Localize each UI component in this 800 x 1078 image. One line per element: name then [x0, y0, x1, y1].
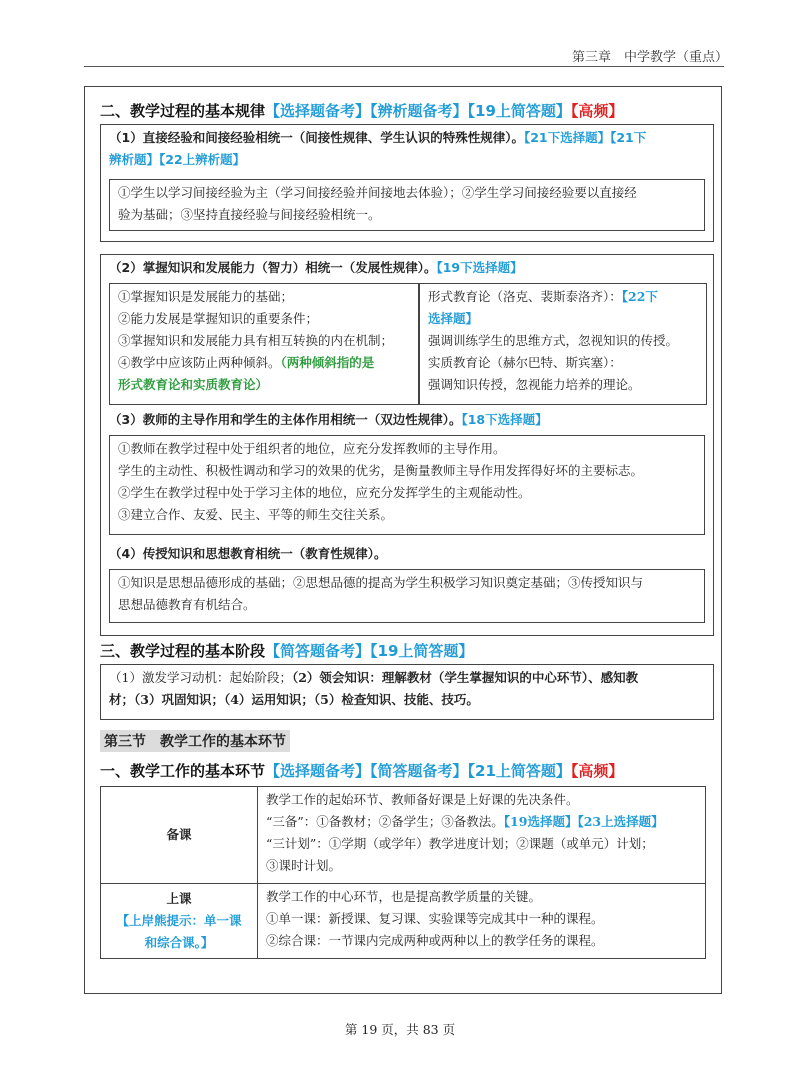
- law-1-title: （1）直接经验和间接经验相统一（间接性规律、学生认识的特殊性规律）。: [109, 130, 524, 145]
- chapter-section-title: 第三节 教学工作的基本环节: [100, 730, 290, 752]
- law-3-title: （3）教师的主导作用和学生的主体作用相统一（双边性规律）。: [109, 412, 462, 427]
- law-2-4-box: （2）掌握知识和发展能力（智力）相统一（发展性规律）。【19下选择题】 ①掌握知识是发展能力的基础； ②能力发展是掌握知识的重要条件； ③掌握知识和发展能力具有相互转换的内在机制； ④教学中应该防止两种倾斜。（两种倾斜指的是 形式教育论和实质教育论） 形式教育论（洛克、裴斯泰洛齐）：【22下 选择题】 强调训练学生的思维方式，忽视知识的传授。 实质教育论（赫尔巴特、斯宾塞）： 强调知识传授，忽视能力培养的理论。 （3）教师的主导作用和学生的主体作用相统一（双边性规律）。【18下选择题】 ①教师在教学过程中处于组织者的地位，应充分发挥教师的主导作用。 学生的主动性、积极性调动和学习的效果的优劣，是衡量教师主导作用发挥得好坏的主要标志。 ②学生在教学过程中处于学习主体的地位，应充分发挥学生的主观能动性。 ③建立合作、友爱、民主、平等的师生交往关系。 （4）传授知识和思想教育相统一（教育性规律）。 ①知识是思想品德形成的基础；②思想品德的提高为学生积极学习知识奠定基础；③传授知识与 思想品德教育有机结合。: [100, 254, 714, 636]
- row-content: 教学工作的起始环节、教师备好课是上好课的先决条件。 “三备”：①备教材；②备学生；③备教法。【19选择题】【23上选择题】 “三计划”：①学期（或学年）教学进度计划；②课题（或单元）计划； ③课时计划。: [258, 787, 706, 884]
- row-label: 备课: [101, 787, 258, 884]
- teaching-steps-table: [100, 786, 706, 959]
- law-2-title: （2）掌握知识和发展能力（智力）相统一（发展性规律）。: [109, 260, 437, 275]
- row-content: 教学工作的中心环节，也是提高教学质量的关键。 ①单一课：新授课、复习课、实验课等完成其中一种的课程。 ②综合课：一节课内完成两种或两种以上的教学任务的课程。: [258, 884, 706, 959]
- page-footer: 第 19 页，共 83 页: [344, 1022, 456, 1037]
- table-row: [101, 884, 706, 959]
- law-4-content: ①知识是思想品德形成的基础；②思想品德的提高为学生积极学习知识奠定基础；③传授知识与 思想品德教育有机结合。: [109, 569, 705, 623]
- law-1-content: ①学生以学习间接经验为主（学习间接经验并间接地去体验）；②学生学习间接经验要以直接经 验为基础；③坚持直接经验与间接经验相统一。: [109, 179, 705, 231]
- law-4-title: （4）传授知识和思想教育相统一（教育性规律）。: [109, 546, 387, 561]
- section-4-heading: 一、教学工作的基本环节【选择题备考】【简答题备考】【21上简答题】【高频】: [100, 762, 624, 780]
- law-1-box: （1）直接经验和间接经验相统一（间接性规律、学生认识的特殊性规律）。【21下选择题】【21下 辨析题】【22上辨析题】 ①学生以学习间接经验为主（学习间接经验并间接地去体验）；②学生学习间接经验要以直接经 验为基础；③坚持直接经验与间接经验相统一。: [100, 124, 714, 242]
- section-3-content: （1）激发学习动机：起始阶段；（2）领会知识：理解教材（学生掌握知识的中心环节）、感知教 材；（3）巩固知识；（4）运用知识；（5）检查知识、技能、技巧。: [100, 664, 714, 720]
- law-2-left: ①掌握知识是发展能力的基础； ②能力发展是掌握知识的重要条件； ③掌握知识和发展能力具有相互转换的内在机制； ④教学中应该防止两种倾斜。（两种倾斜指的是 形式教育论和实质教育论）: [109, 283, 419, 405]
- section-2-heading: 二、教学过程的基本规律【选择题备考】【辨析题备考】【19上简答题】【高频】: [100, 102, 624, 120]
- law-3-content: ①教师在教学过程中处于组织者的地位，应充分发挥教师的主导作用。 学生的主动性、积极性调动和学习的效果的优劣，是衡量教师主导作用发挥得好坏的主要标志。 ②学生在教学过程中处于学习主体的地位，应充分发挥学生的主观能动性。 ③建立合作、友爱、民主、平等的师生交往关系。: [109, 435, 705, 535]
- section-3-heading: 三、教学过程的基本阶段【简答题备考】【19上简答题】: [100, 642, 474, 660]
- table-row: [101, 787, 706, 884]
- header-rule: [84, 66, 724, 67]
- page-header: 第三章 中学教学（重点）: [571, 50, 728, 65]
- row-label: 上课 【上岸熊提示：单一课 和综合课。】: [101, 884, 258, 959]
- law-2-right: 形式教育论（洛克、裴斯泰洛齐）：【22下 选择题】 强调训练学生的思维方式，忽视知识的传授。 实质教育论（赫尔巴特、斯宾塞）： 强调知识传授，忽视能力培养的理论。: [419, 283, 707, 405]
